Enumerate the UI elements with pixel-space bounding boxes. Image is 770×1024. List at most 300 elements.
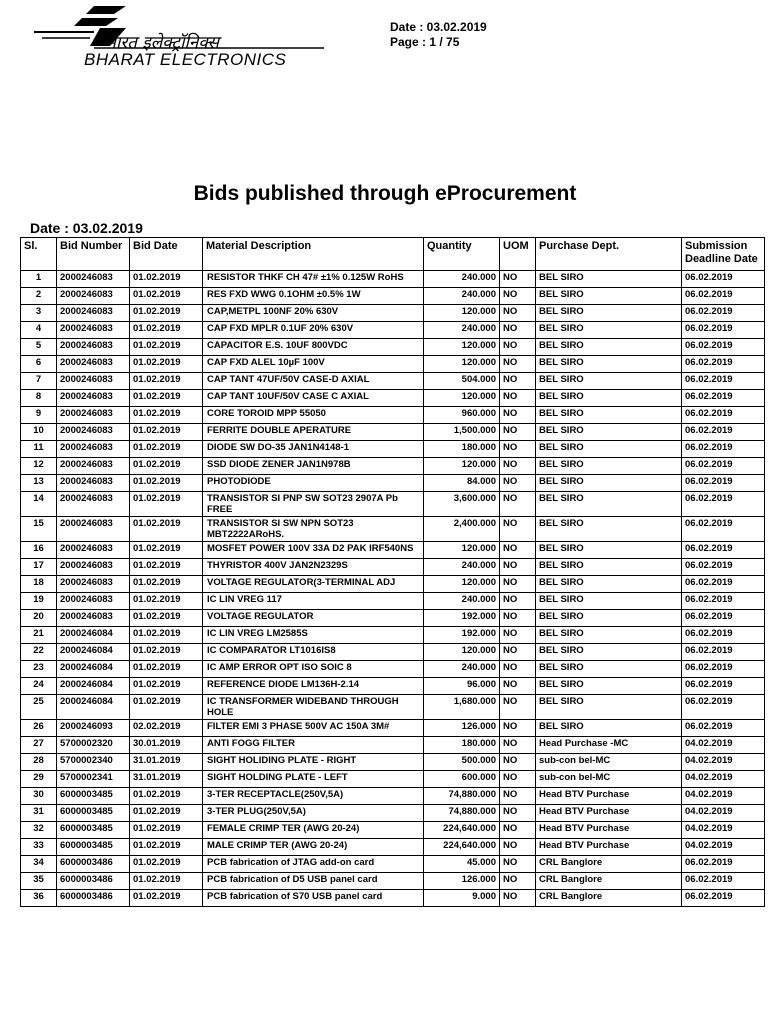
cell-material-description: FILTER EMI 3 PHASE 500V AC 150A 3M# <box>203 720 424 737</box>
cell-quantity: 240.000 <box>424 288 500 305</box>
cell-bid-number: 6000003485 <box>57 805 130 822</box>
cell-quantity: 2,400.000 <box>424 517 500 542</box>
cell-uom: NO <box>500 407 536 424</box>
cell-bid-date: 01.02.2019 <box>130 788 203 805</box>
cell-submission-deadline: 06.02.2019 <box>682 288 765 305</box>
cell-submission-deadline: 04.02.2019 <box>682 771 765 788</box>
cell-submission-deadline: 06.02.2019 <box>682 627 765 644</box>
cell-purchase-dept: BEL SIRO <box>536 288 682 305</box>
cell-bid-date: 01.02.2019 <box>130 441 203 458</box>
document-meta <box>390 20 487 50</box>
cell-sl: 27 <box>21 737 57 754</box>
cell-purchase-dept: BEL SIRO <box>536 492 682 517</box>
cell-purchase-dept: BEL SIRO <box>536 559 682 576</box>
cell-bid-date: 01.02.2019 <box>130 627 203 644</box>
table-row <box>21 407 765 424</box>
cell-purchase-dept: BEL SIRO <box>536 424 682 441</box>
table-row <box>21 720 765 737</box>
cell-sl: 15 <box>21 517 57 542</box>
cell-uom: NO <box>500 356 536 373</box>
cell-quantity: 600.000 <box>424 771 500 788</box>
cell-purchase-dept: BEL SIRO <box>536 373 682 390</box>
cell-material-description: IC AMP ERROR OPT ISO SOIC 8 <box>203 661 424 678</box>
cell-sl: 31 <box>21 805 57 822</box>
cell-uom: NO <box>500 576 536 593</box>
cell-uom: NO <box>500 805 536 822</box>
cell-quantity: 240.000 <box>424 559 500 576</box>
cell-bid-date: 01.02.2019 <box>130 356 203 373</box>
cell-material-description: CAP FXD ALEL 10µF 100V <box>203 356 424 373</box>
cell-bid-number: 2000246083 <box>57 271 130 288</box>
cell-uom: NO <box>500 390 536 407</box>
cell-bid-number: 2000246093 <box>57 720 130 737</box>
cell-submission-deadline: 06.02.2019 <box>682 542 765 559</box>
cell-uom: NO <box>500 661 536 678</box>
cell-material-description: PCB fabrication of S70 USB panel card <box>203 890 424 907</box>
cell-uom: NO <box>500 322 536 339</box>
cell-material-description: PHOTODIODE <box>203 475 424 492</box>
cell-bid-date: 01.02.2019 <box>130 339 203 356</box>
column-header-quantity: Quantity <box>424 238 500 271</box>
table-row <box>21 305 765 322</box>
cell-sl: 7 <box>21 373 57 390</box>
cell-material-description: REFERENCE DIODE LM136H-2.14 <box>203 678 424 695</box>
cell-submission-deadline: 06.02.2019 <box>682 593 765 610</box>
cell-purchase-dept: Head BTV Purchase <box>536 822 682 839</box>
table-row <box>21 644 765 661</box>
cell-quantity: 240.000 <box>424 271 500 288</box>
cell-submission-deadline: 06.02.2019 <box>682 576 765 593</box>
cell-quantity: 120.000 <box>424 339 500 356</box>
cell-bid-date: 01.02.2019 <box>130 661 203 678</box>
cell-quantity: 120.000 <box>424 356 500 373</box>
cell-submission-deadline: 04.02.2019 <box>682 839 765 856</box>
cell-purchase-dept: sub-con bel-MC <box>536 754 682 771</box>
cell-bid-number: 2000246083 <box>57 322 130 339</box>
cell-material-description: FERRITE DOUBLE APERATURE <box>203 424 424 441</box>
cell-quantity: 960.000 <box>424 407 500 424</box>
cell-bid-number: 5700002320 <box>57 737 130 754</box>
table-row <box>21 492 765 517</box>
cell-material-description: 3-TER PLUG(250V,5A) <box>203 805 424 822</box>
cell-purchase-dept: BEL SIRO <box>536 475 682 492</box>
cell-sl: 30 <box>21 788 57 805</box>
cell-purchase-dept: BEL SIRO <box>536 593 682 610</box>
cell-bid-number: 2000246083 <box>57 373 130 390</box>
cell-bid-date: 01.02.2019 <box>130 593 203 610</box>
cell-quantity: 96.000 <box>424 678 500 695</box>
cell-sl: 5 <box>21 339 57 356</box>
cell-sl: 35 <box>21 873 57 890</box>
table-row <box>21 339 765 356</box>
cell-uom: NO <box>500 593 536 610</box>
cell-quantity: 120.000 <box>424 458 500 475</box>
cell-submission-deadline: 06.02.2019 <box>682 890 765 907</box>
cell-purchase-dept: BEL SIRO <box>536 441 682 458</box>
cell-sl: 19 <box>21 593 57 610</box>
cell-submission-deadline: 06.02.2019 <box>682 720 765 737</box>
table-row <box>21 424 765 441</box>
table-row <box>21 373 765 390</box>
cell-sl: 3 <box>21 305 57 322</box>
cell-purchase-dept: BEL SIRO <box>536 356 682 373</box>
cell-material-description: RESISTOR THKF CH 47# ±1% 0.125W RoHS <box>203 271 424 288</box>
cell-bid-number: 2000246084 <box>57 661 130 678</box>
cell-uom: NO <box>500 644 536 661</box>
cell-bid-number: 5700002340 <box>57 754 130 771</box>
cell-uom: NO <box>500 737 536 754</box>
cell-sl: 11 <box>21 441 57 458</box>
cell-bid-date: 02.02.2019 <box>130 720 203 737</box>
cell-sl: 18 <box>21 576 57 593</box>
cell-purchase-dept: BEL SIRO <box>536 305 682 322</box>
cell-bid-number: 2000246083 <box>57 593 130 610</box>
cell-bid-number: 6000003486 <box>57 856 130 873</box>
cell-bid-date: 01.02.2019 <box>130 407 203 424</box>
cell-quantity: 120.000 <box>424 305 500 322</box>
cell-submission-deadline: 06.02.2019 <box>682 441 765 458</box>
cell-purchase-dept: CRL Banglore <box>536 856 682 873</box>
cell-quantity: 120.000 <box>424 390 500 407</box>
table-row <box>21 873 765 890</box>
cell-purchase-dept: Head BTV Purchase <box>536 839 682 856</box>
cell-bid-number: 2000246083 <box>57 542 130 559</box>
cell-quantity: 224,640.000 <box>424 822 500 839</box>
cell-bid-number: 2000246083 <box>57 458 130 475</box>
cell-bid-date: 01.02.2019 <box>130 839 203 856</box>
cell-submission-deadline: 06.02.2019 <box>682 644 765 661</box>
cell-purchase-dept: BEL SIRO <box>536 407 682 424</box>
column-header-purchase-dept: Purchase Dept. <box>536 238 682 271</box>
cell-bid-date: 01.02.2019 <box>130 805 203 822</box>
cell-quantity: 3,600.000 <box>424 492 500 517</box>
cell-quantity: 120.000 <box>424 542 500 559</box>
cell-submission-deadline: 04.02.2019 <box>682 754 765 771</box>
cell-uom: NO <box>500 856 536 873</box>
table-row <box>21 695 765 720</box>
cell-purchase-dept: BEL SIRO <box>536 610 682 627</box>
column-header-bid-number: Bid Number <box>57 238 130 271</box>
cell-submission-deadline: 06.02.2019 <box>682 424 765 441</box>
header-date: Date : 03.02.2019 <box>390 20 487 34</box>
cell-material-description: CAP TANT 10UF/50V CASE C AXIAL <box>203 390 424 407</box>
cell-purchase-dept: BEL SIRO <box>536 695 682 720</box>
cell-bid-number: 2000246083 <box>57 610 130 627</box>
cell-material-description: THYRISTOR 400V JAN2N2329S <box>203 559 424 576</box>
table-row <box>21 771 765 788</box>
page-number: Page : 1 / 75 <box>390 35 460 49</box>
report-date: Date : 03.02.2019 <box>30 220 143 236</box>
cell-bid-number: 2000246083 <box>57 424 130 441</box>
cell-bid-number: 2000246084 <box>57 644 130 661</box>
cell-bid-number: 2000246083 <box>57 576 130 593</box>
cell-bid-date: 01.02.2019 <box>130 542 203 559</box>
cell-purchase-dept: BEL SIRO <box>536 390 682 407</box>
cell-bid-date: 31.01.2019 <box>130 771 203 788</box>
cell-material-description: FEMALE CRIMP TER (AWG 20-24) <box>203 822 424 839</box>
table-row <box>21 271 765 288</box>
cell-bid-number: 2000246083 <box>57 492 130 517</box>
cell-material-description: 3-TER RECEPTACLE(250V,5A) <box>203 788 424 805</box>
cell-sl: 21 <box>21 627 57 644</box>
cell-bid-number: 6000003486 <box>57 890 130 907</box>
cell-submission-deadline: 06.02.2019 <box>682 458 765 475</box>
cell-bid-date: 01.02.2019 <box>130 890 203 907</box>
table-row <box>21 593 765 610</box>
table-row <box>21 542 765 559</box>
cell-uom: NO <box>500 754 536 771</box>
cell-submission-deadline: 06.02.2019 <box>682 390 765 407</box>
cell-bid-date: 01.02.2019 <box>130 458 203 475</box>
table-row <box>21 678 765 695</box>
page-title: Bids published through eProcurement <box>193 182 577 205</box>
cell-submission-deadline: 06.02.2019 <box>682 407 765 424</box>
cell-material-description: TRANSISTOR SI SW NPN SOT23 MBT2222ARoHS. <box>203 517 424 542</box>
cell-bid-number: 6000003486 <box>57 873 130 890</box>
cell-material-description: CAPACITOR E.S. 10UF 800VDC <box>203 339 424 356</box>
cell-submission-deadline: 04.02.2019 <box>682 805 765 822</box>
company-logo <box>34 6 334 70</box>
cell-bid-date: 01.02.2019 <box>130 559 203 576</box>
cell-quantity: 120.000 <box>424 576 500 593</box>
cell-sl: 23 <box>21 661 57 678</box>
cell-bid-number: 2000246084 <box>57 678 130 695</box>
cell-material-description: IC TRANSFORMER WIDEBAND THROUGH HOLE <box>203 695 424 720</box>
cell-material-description: MALE CRIMP TER (AWG 20-24) <box>203 839 424 856</box>
cell-uom: NO <box>500 517 536 542</box>
table-row <box>21 890 765 907</box>
cell-bid-date: 01.02.2019 <box>130 305 203 322</box>
cell-purchase-dept: BEL SIRO <box>536 517 682 542</box>
table-row <box>21 737 765 754</box>
cell-bid-number: 2000246083 <box>57 407 130 424</box>
cell-material-description: MOSFET POWER 100V 33A D2 PAK IRF540NS <box>203 542 424 559</box>
table-row <box>21 610 765 627</box>
cell-submission-deadline: 06.02.2019 <box>682 678 765 695</box>
cell-bid-date: 01.02.2019 <box>130 271 203 288</box>
table-header-row <box>21 238 765 271</box>
cell-material-description: CAP TANT 47UF/50V CASE-D AXIAL <box>203 373 424 390</box>
cell-purchase-dept: sub-con bel-MC <box>536 771 682 788</box>
cell-purchase-dept: Head BTV Purchase <box>536 788 682 805</box>
cell-sl: 2 <box>21 288 57 305</box>
cell-sl: 12 <box>21 458 57 475</box>
table-row <box>21 517 765 542</box>
table-row <box>21 627 765 644</box>
cell-bid-date: 01.02.2019 <box>130 390 203 407</box>
cell-bid-date: 01.02.2019 <box>130 322 203 339</box>
table-row <box>21 559 765 576</box>
cell-uom: NO <box>500 627 536 644</box>
cell-uom: NO <box>500 890 536 907</box>
cell-quantity: 240.000 <box>424 593 500 610</box>
cell-sl: 28 <box>21 754 57 771</box>
cell-material-description: IC LIN VREG 117 <box>203 593 424 610</box>
cell-bid-number: 6000003485 <box>57 822 130 839</box>
cell-quantity: 45.000 <box>424 856 500 873</box>
cell-quantity: 1,680.000 <box>424 695 500 720</box>
cell-uom: NO <box>500 492 536 517</box>
cell-bid-number: 2000246083 <box>57 517 130 542</box>
cell-sl: 32 <box>21 822 57 839</box>
cell-material-description: VOLTAGE REGULATOR <box>203 610 424 627</box>
cell-uom: NO <box>500 695 536 720</box>
cell-purchase-dept: BEL SIRO <box>536 458 682 475</box>
cell-sl: 22 <box>21 644 57 661</box>
cell-quantity: 500.000 <box>424 754 500 771</box>
cell-uom: NO <box>500 788 536 805</box>
cell-uom: NO <box>500 373 536 390</box>
cell-submission-deadline: 06.02.2019 <box>682 856 765 873</box>
cell-uom: NO <box>500 822 536 839</box>
cell-quantity: 240.000 <box>424 322 500 339</box>
table-row <box>21 356 765 373</box>
column-header-sl: Sl. <box>21 238 57 271</box>
cell-bid-date: 01.02.2019 <box>130 288 203 305</box>
cell-bid-number: 2000246083 <box>57 559 130 576</box>
column-header-uom: UOM <box>500 238 536 271</box>
cell-uom: NO <box>500 424 536 441</box>
cell-quantity: 240.000 <box>424 661 500 678</box>
table-row <box>21 322 765 339</box>
cell-bid-number: 2000246083 <box>57 390 130 407</box>
cell-material-description: VOLTAGE REGULATOR(3-TERMINAL ADJ <box>203 576 424 593</box>
cell-uom: NO <box>500 288 536 305</box>
cell-sl: 1 <box>21 271 57 288</box>
cell-material-description: DIODE SW DO-35 JAN1N4148-1 <box>203 441 424 458</box>
cell-uom: NO <box>500 839 536 856</box>
table-row <box>21 661 765 678</box>
cell-purchase-dept: BEL SIRO <box>536 678 682 695</box>
column-header-bid-date: Bid Date <box>130 238 203 271</box>
cell-purchase-dept: BEL SIRO <box>536 322 682 339</box>
cell-uom: NO <box>500 771 536 788</box>
cell-material-description: CAP,METPL 100NF 20% 630V <box>203 305 424 322</box>
cell-submission-deadline: 06.02.2019 <box>682 517 765 542</box>
cell-sl: 10 <box>21 424 57 441</box>
table-row <box>21 288 765 305</box>
cell-sl: 20 <box>21 610 57 627</box>
cell-submission-deadline: 06.02.2019 <box>682 492 765 517</box>
cell-purchase-dept: BEL SIRO <box>536 644 682 661</box>
cell-submission-deadline: 06.02.2019 <box>682 271 765 288</box>
cell-quantity: 74,880.000 <box>424 805 500 822</box>
cell-sl: 24 <box>21 678 57 695</box>
cell-uom: NO <box>500 339 536 356</box>
cell-quantity: 192.000 <box>424 610 500 627</box>
table-row <box>21 458 765 475</box>
cell-quantity: 120.000 <box>424 644 500 661</box>
cell-submission-deadline: 06.02.2019 <box>682 695 765 720</box>
cell-purchase-dept: BEL SIRO <box>536 576 682 593</box>
cell-bid-number: 2000246084 <box>57 627 130 644</box>
cell-submission-deadline: 04.02.2019 <box>682 822 765 839</box>
cell-material-description: CAP FXD MPLR 0.1UF 20% 630V <box>203 322 424 339</box>
cell-bid-number: 6000003485 <box>57 788 130 805</box>
cell-sl: 4 <box>21 322 57 339</box>
cell-submission-deadline: 04.02.2019 <box>682 788 765 805</box>
table-row <box>21 805 765 822</box>
cell-bid-date: 01.02.2019 <box>130 576 203 593</box>
cell-submission-deadline: 06.02.2019 <box>682 322 765 339</box>
column-header-material-description: Material Description <box>203 238 424 271</box>
cell-quantity: 192.000 <box>424 627 500 644</box>
table-row <box>21 576 765 593</box>
cell-material-description: PCB fabrication of JTAG add-on card <box>203 856 424 873</box>
cell-bid-date: 01.02.2019 <box>130 373 203 390</box>
table-body <box>21 271 765 907</box>
table-row <box>21 856 765 873</box>
cell-bid-date: 31.01.2019 <box>130 754 203 771</box>
cell-sl: 25 <box>21 695 57 720</box>
cell-sl: 16 <box>21 542 57 559</box>
cell-uom: NO <box>500 720 536 737</box>
cell-bid-date: 01.02.2019 <box>130 695 203 720</box>
cell-bid-number: 6000003485 <box>57 839 130 856</box>
cell-uom: NO <box>500 271 536 288</box>
cell-submission-deadline: 06.02.2019 <box>682 373 765 390</box>
cell-purchase-dept: CRL Banglore <box>536 890 682 907</box>
cell-material-description: RES FXD WWG 0.1OHM ±0.5% 1W <box>203 288 424 305</box>
cell-bid-number: 2000246083 <box>57 475 130 492</box>
cell-uom: NO <box>500 559 536 576</box>
cell-bid-date: 30.01.2019 <box>130 737 203 754</box>
cell-purchase-dept: BEL SIRO <box>536 271 682 288</box>
cell-quantity: 84.000 <box>424 475 500 492</box>
cell-submission-deadline: 06.02.2019 <box>682 873 765 890</box>
cell-sl: 13 <box>21 475 57 492</box>
cell-sl: 17 <box>21 559 57 576</box>
cell-material-description: ANTI FOGG FILTER <box>203 737 424 754</box>
cell-bid-date: 01.02.2019 <box>130 644 203 661</box>
cell-material-description: TRANSISTOR SI PNP SW SOT23 2907A Pb FREE <box>203 492 424 517</box>
cell-purchase-dept: CRL Banglore <box>536 873 682 890</box>
cell-material-description: SIGHT HOLDING PLATE - LEFT <box>203 771 424 788</box>
cell-purchase-dept: BEL SIRO <box>536 542 682 559</box>
cell-submission-deadline: 06.02.2019 <box>682 339 765 356</box>
bids-table <box>20 237 765 907</box>
cell-bid-date: 01.02.2019 <box>130 822 203 839</box>
cell-bid-number: 2000246083 <box>57 305 130 322</box>
cell-bid-date: 01.02.2019 <box>130 424 203 441</box>
cell-sl: 14 <box>21 492 57 517</box>
table-row <box>21 754 765 771</box>
cell-submission-deadline: 06.02.2019 <box>682 475 765 492</box>
cell-uom: NO <box>500 873 536 890</box>
cell-bid-number: 2000246083 <box>57 339 130 356</box>
cell-material-description: SSD DIODE ZENER JAN1N978B <box>203 458 424 475</box>
cell-bid-number: 5700002341 <box>57 771 130 788</box>
table-row <box>21 390 765 407</box>
cell-bid-date: 01.02.2019 <box>130 610 203 627</box>
table-row <box>21 788 765 805</box>
cell-uom: NO <box>500 458 536 475</box>
cell-purchase-dept: Head Purchase -MC <box>536 737 682 754</box>
cell-bid-number: 2000246084 <box>57 695 130 720</box>
cell-bid-date: 01.02.2019 <box>130 678 203 695</box>
cell-uom: NO <box>500 610 536 627</box>
logo-english-text: BHARAT ELECTRONICS <box>84 50 287 69</box>
cell-quantity: 504.000 <box>424 373 500 390</box>
cell-submission-deadline: 06.02.2019 <box>682 305 765 322</box>
cell-material-description: IC LIN VREG LM2585S <box>203 627 424 644</box>
cell-uom: NO <box>500 305 536 322</box>
cell-sl: 36 <box>21 890 57 907</box>
cell-purchase-dept: BEL SIRO <box>536 627 682 644</box>
cell-purchase-dept: BEL SIRO <box>536 720 682 737</box>
cell-bid-date: 01.02.2019 <box>130 856 203 873</box>
cell-bid-date: 01.02.2019 <box>130 492 203 517</box>
